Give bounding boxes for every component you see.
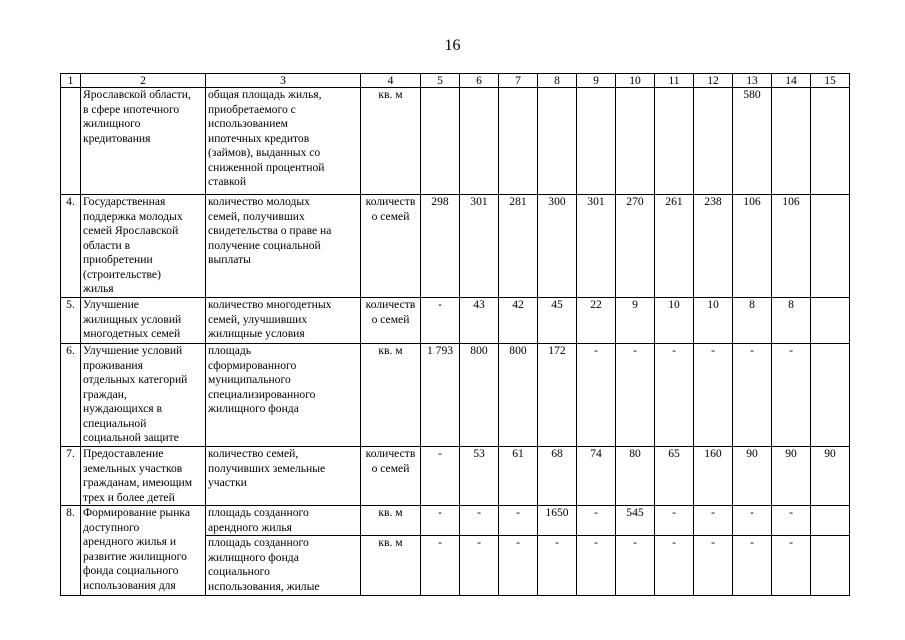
page-number: 16 [444,37,461,54]
column-number-header: 11 [655,74,694,88]
row-number-cell: 7. [61,447,81,506]
column-number-header: 3 [206,74,361,88]
column-number-header: 9 [577,74,616,88]
value-cell: - [772,536,811,596]
value-cell: 43 [460,298,499,344]
event-name-cell: Предоставление земельных участков гражданам, имеющим трех и более детей [81,447,206,506]
event-name-cell: Государственная поддержка молодых семей Ярославской области в приобретении (строительстве) жилья [81,195,206,298]
row-number-cell: 8. [61,506,81,596]
value-cell: 1650 [538,506,577,536]
value-cell [811,195,850,298]
value-cell: 160 [694,447,733,506]
value-cell: - [694,344,733,447]
unit-cell: кв. м [361,344,421,447]
row-number-cell: 6. [61,344,81,447]
value-cell [421,88,460,195]
value-cell: 68 [538,447,577,506]
unit-cell: кв. м [361,506,421,536]
value-cell [460,88,499,195]
event-name-cell: Ярославской области, в сфере ипотечного жилищного кредитования [81,88,206,195]
value-cell: - [499,536,538,596]
value-cell [694,88,733,195]
value-cell: 106 [772,195,811,298]
unit-cell: количеств о семей [361,195,421,298]
value-cell: 301 [577,195,616,298]
value-cell: - [616,344,655,447]
value-cell: - [655,344,694,447]
value-cell: - [772,506,811,536]
value-cell: 238 [694,195,733,298]
column-number-header: 13 [733,74,772,88]
value-cell [655,88,694,195]
indicator-cell: количество многодетных семей, улучшивших жилищные условия [206,298,361,344]
indicator-cell: общая площадь жилья, приобретаемого с использованием ипотечных кредитов (займов), выданных со сниженной процентной ставкой [206,88,361,195]
column-number-header: 5 [421,74,460,88]
value-cell: 90 [811,447,850,506]
indicator-cell: площадь созданного жилищного фонда социального использования, жилые [206,536,361,596]
value-cell [811,88,850,195]
value-cell: 800 [499,344,538,447]
unit-cell: количеств о семей [361,447,421,506]
column-number-header: 4 [361,74,421,88]
value-cell: 301 [460,195,499,298]
indicators-table [60,73,850,596]
column-number-header: 1 [61,74,81,88]
value-cell: - [421,536,460,596]
table-row [61,88,850,195]
value-cell: - [460,506,499,536]
column-number-header: 2 [81,74,206,88]
value-cell: - [772,344,811,447]
unit-cell: кв. м [361,536,421,596]
value-cell [772,88,811,195]
table-row [61,447,850,506]
value-cell: 42 [499,298,538,344]
column-number-header: 15 [811,74,850,88]
value-cell: 45 [538,298,577,344]
value-cell: 172 [538,344,577,447]
value-cell: 8 [733,298,772,344]
event-name-cell: Формирование рынка доступного арендного жилья и развитие жилищного фонда социального использования для [81,506,206,596]
unit-cell: количеств о семей [361,298,421,344]
value-cell: 106 [733,195,772,298]
value-cell: 74 [577,447,616,506]
value-cell: - [694,506,733,536]
value-cell: - [655,536,694,596]
value-cell: 65 [655,447,694,506]
row-number-cell: 4. [61,195,81,298]
value-cell: - [499,506,538,536]
column-number-header: 8 [538,74,577,88]
value-cell: - [538,536,577,596]
value-cell: 10 [694,298,733,344]
value-cell: - [694,536,733,596]
value-cell: 580 [733,88,772,195]
value-cell: - [421,447,460,506]
value-cell [616,88,655,195]
value-cell: 1 793 [421,344,460,447]
value-cell [811,536,850,596]
row-number-cell: 5. [61,298,81,344]
value-cell: - [655,506,694,536]
value-cell: 61 [499,447,538,506]
value-cell: 800 [460,344,499,447]
column-number-header: 7 [499,74,538,88]
indicator-cell: площадь сформированного муниципального специализированного жилищного фонда [206,344,361,447]
value-cell [499,88,538,195]
value-cell: 53 [460,447,499,506]
indicator-cell: площадь созданного арендного жилья [206,506,361,536]
indicator-cell: количество молодых семей, получивших свидетельства о праве на получение социальной выплаты [206,195,361,298]
value-cell: 298 [421,195,460,298]
value-cell [811,298,850,344]
value-cell: - [577,536,616,596]
value-cell: - [421,506,460,536]
value-cell: - [421,298,460,344]
value-cell: - [616,536,655,596]
value-cell: - [460,536,499,596]
value-cell: 270 [616,195,655,298]
value-cell [811,344,850,447]
row-number-cell [61,88,81,195]
value-cell: 281 [499,195,538,298]
value-cell: - [733,344,772,447]
value-cell: - [733,506,772,536]
value-cell: 300 [538,195,577,298]
value-cell: 9 [616,298,655,344]
value-cell: 8 [772,298,811,344]
indicator-cell: количество семей, получивших земельные участки [206,447,361,506]
table-row [61,195,850,298]
column-number-header: 10 [616,74,655,88]
table-row [61,506,850,536]
unit-cell: кв. м [361,88,421,195]
value-cell [811,506,850,536]
value-cell [577,88,616,195]
value-cell: 80 [616,447,655,506]
column-number-header: 6 [460,74,499,88]
value-cell: - [733,536,772,596]
table-row [61,298,850,344]
value-cell: - [577,506,616,536]
event-name-cell: Улучшение жилищных условий многодетных семей [81,298,206,344]
table-header-row [61,74,850,88]
value-cell: 90 [733,447,772,506]
column-number-header: 14 [772,74,811,88]
value-cell: 22 [577,298,616,344]
table-row [61,344,850,447]
value-cell: 90 [772,447,811,506]
value-cell: 545 [616,506,655,536]
value-cell [538,88,577,195]
column-number-header: 12 [694,74,733,88]
value-cell: 10 [655,298,694,344]
value-cell: - [577,344,616,447]
value-cell: 261 [655,195,694,298]
event-name-cell: Улучшение условий проживания отдельных категорий граждан, нуждающихся в специальной социальной защите [81,344,206,447]
